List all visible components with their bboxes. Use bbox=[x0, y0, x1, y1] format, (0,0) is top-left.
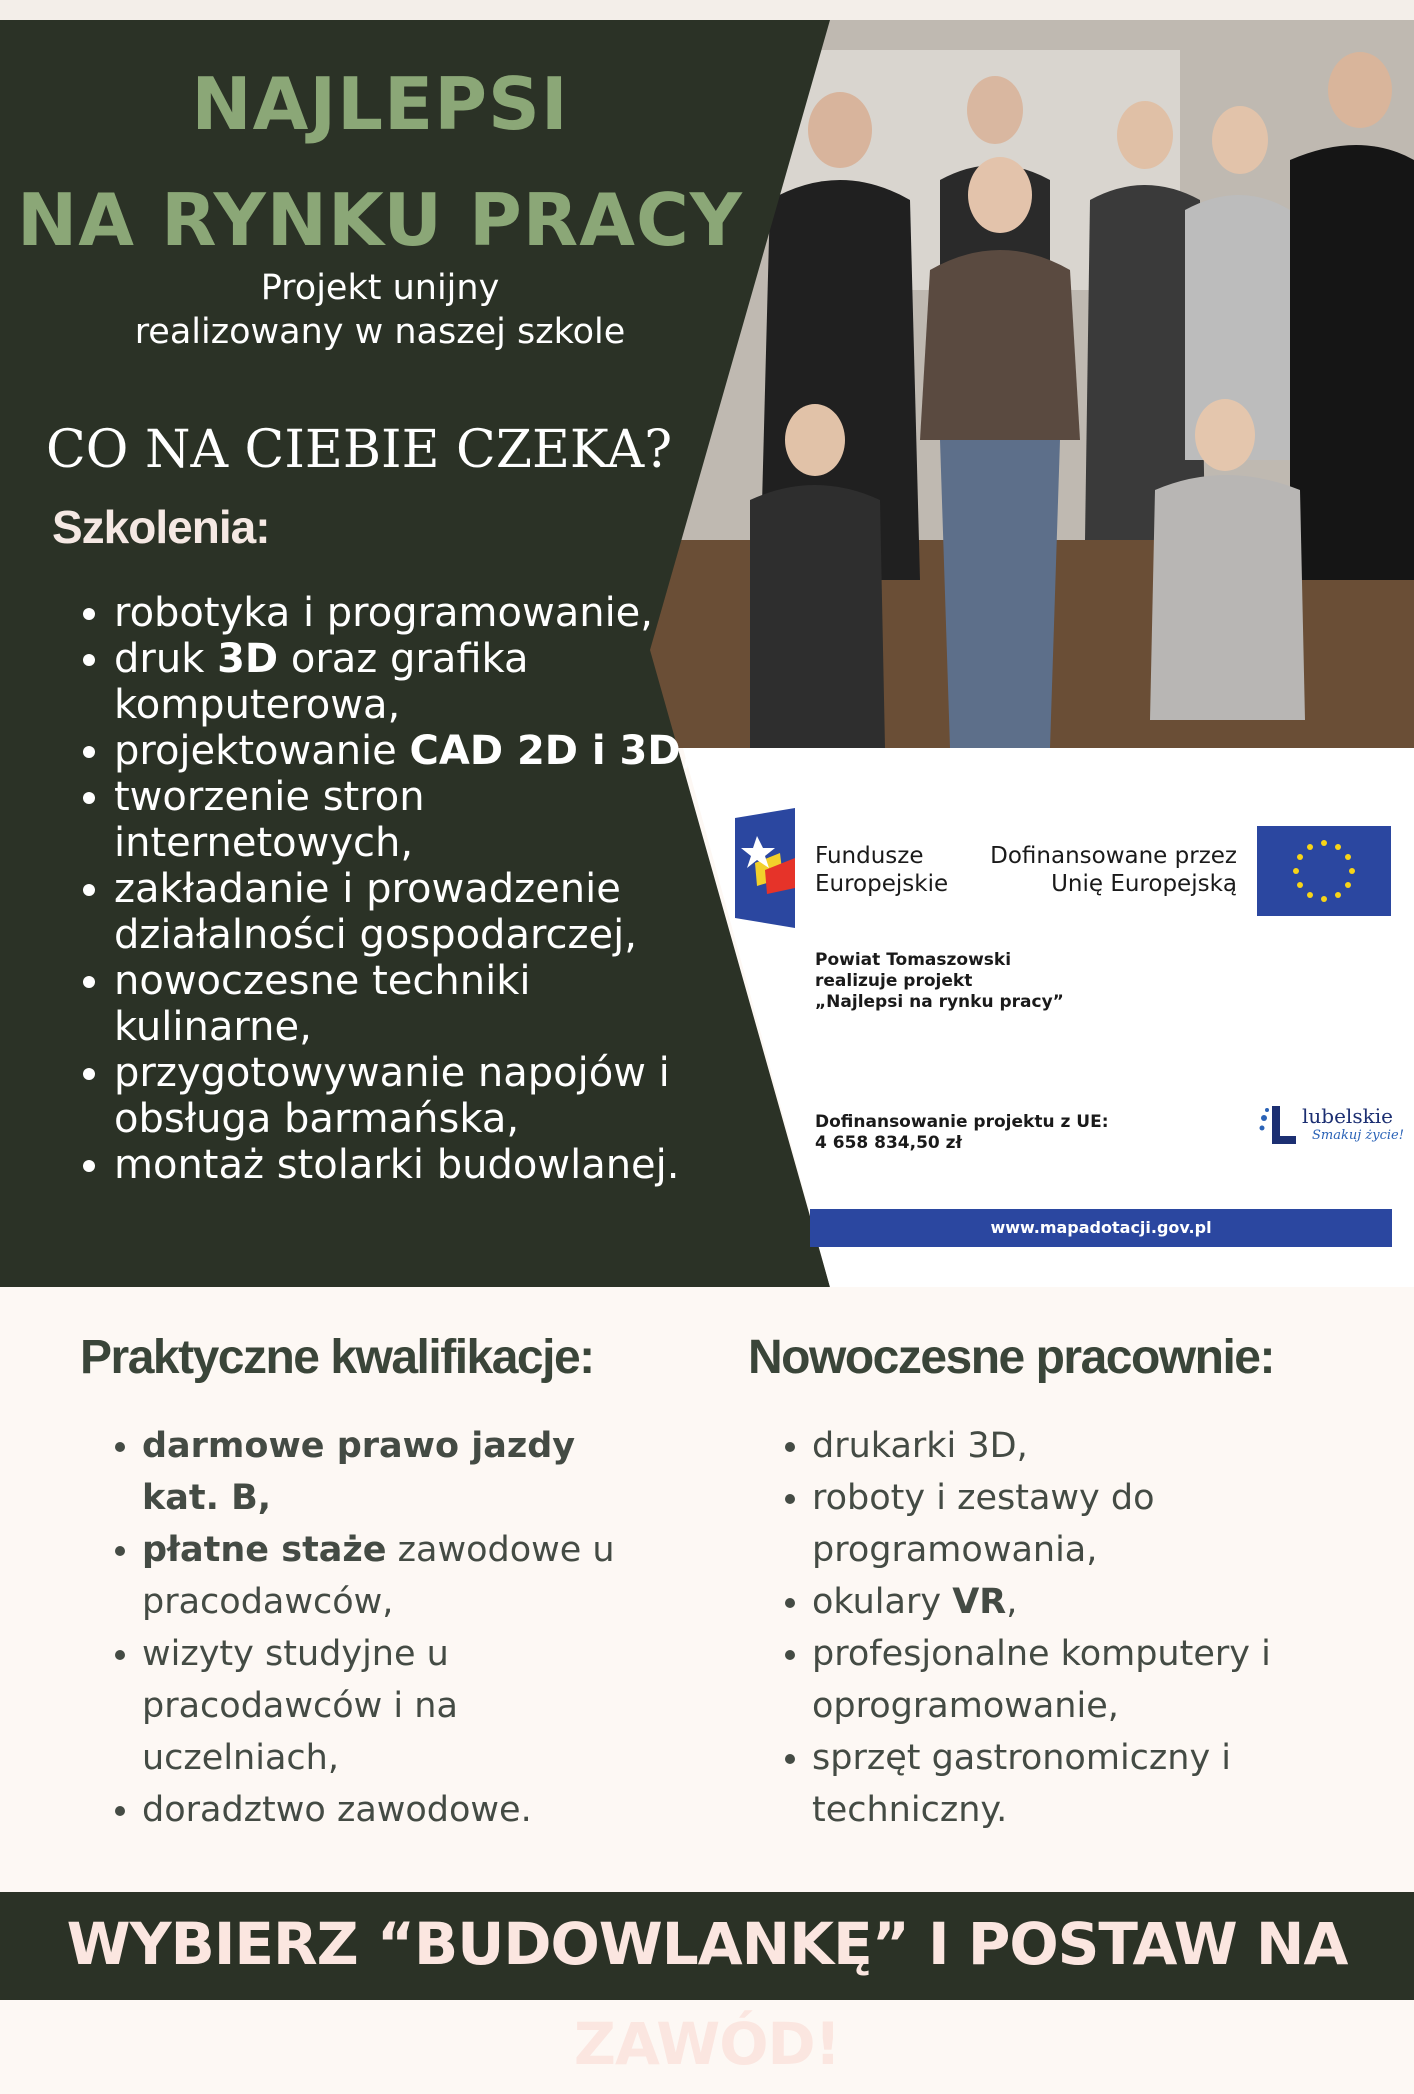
workshop-item: • profesjonalne komputery i oprogramowanie, bbox=[812, 1628, 1372, 1732]
title-line-1: NAJLEPSI bbox=[191, 62, 569, 146]
training-item: • nowoczesne techniki kulinarne, bbox=[114, 958, 734, 1050]
training-item: • projektowanie CAD 2D i 3D, bbox=[114, 728, 734, 774]
workshop-item: • drukarki 3D, bbox=[812, 1420, 1372, 1472]
training-item: • zakładanie i prowadzenie działalności gospodarczej, bbox=[114, 866, 734, 958]
training-item: • montaż stolarki budowlanej. bbox=[114, 1142, 734, 1188]
lubelskie-logo-icon bbox=[1258, 1102, 1298, 1146]
workshop-item: • roboty i zestawy do programowania, bbox=[812, 1472, 1372, 1576]
workshop-item: • okulary VR, bbox=[812, 1576, 1372, 1628]
lubelskie-logo-text: lubelskie bbox=[1302, 1104, 1393, 1128]
training-item: • tworzenie stron internetowych, bbox=[114, 774, 734, 866]
workshop-item: • sprzęt gastronomiczny i techniczny. bbox=[812, 1732, 1372, 1836]
subtitle-line-2: realizowany w naszej szkole bbox=[134, 312, 626, 352]
offer-question: CO NA CIEBIE CZEKA? bbox=[46, 420, 673, 480]
dofinansowane-label: Dofinansowane przez Unię Europejską bbox=[990, 843, 1237, 897]
qualification-item: • darmowe prawo jazdy kat. B, bbox=[142, 1420, 662, 1524]
qualifications-list bbox=[102, 1420, 662, 1836]
footer-slogan: WYBIERZ “BUDOWLANKĘ” I POSTAW NA ZAWÓD! bbox=[66, 1910, 1348, 2078]
lubelskie-tagline: Smakuj życie! bbox=[1312, 1128, 1404, 1143]
training-item: • przygotowywanie napojów i obsługa barmańska, bbox=[114, 1050, 734, 1142]
qualification-item: • wizyty studyjne u pracodawców i na uczelniach, bbox=[142, 1628, 662, 1784]
funding-info: Dofinansowanie projektu z UE: 4 658 834,50 zł bbox=[815, 1112, 1109, 1153]
workshops-list bbox=[772, 1420, 1372, 1836]
powiat-info: Powiat Tomaszowski realizuje projekt „Najlepsi na rynku pracy” bbox=[815, 950, 1064, 1012]
qualifications-heading: Praktyczne kwalifikacje: bbox=[80, 1331, 594, 1384]
workshops-heading: Nowoczesne pracownie: bbox=[748, 1331, 1274, 1384]
training-item: • druk 3D oraz grafika komputerowa, bbox=[114, 636, 734, 728]
title-line-2: NA RYNKU PRACY bbox=[17, 178, 743, 262]
training-item: • robotyka i programowanie, bbox=[114, 590, 734, 636]
eu-flag-icon bbox=[1257, 826, 1391, 916]
fundusze-europejskie-logo bbox=[735, 808, 797, 928]
fundusze-label: Fundusze Europejskie bbox=[815, 843, 949, 897]
qualification-item: • płatne staże zawodowe u pracodawców, bbox=[142, 1524, 662, 1628]
qualification-item: • doradztwo zawodowe. bbox=[142, 1784, 662, 1836]
trainings-list bbox=[72, 590, 734, 1188]
subtitle-line-1: Projekt unijny bbox=[260, 268, 500, 308]
website-bar[interactable]: www.mapadotacji.gov.pl bbox=[810, 1209, 1392, 1247]
subtitle bbox=[0, 266, 760, 354]
trainings-heading: Szkolenia: bbox=[52, 501, 270, 553]
